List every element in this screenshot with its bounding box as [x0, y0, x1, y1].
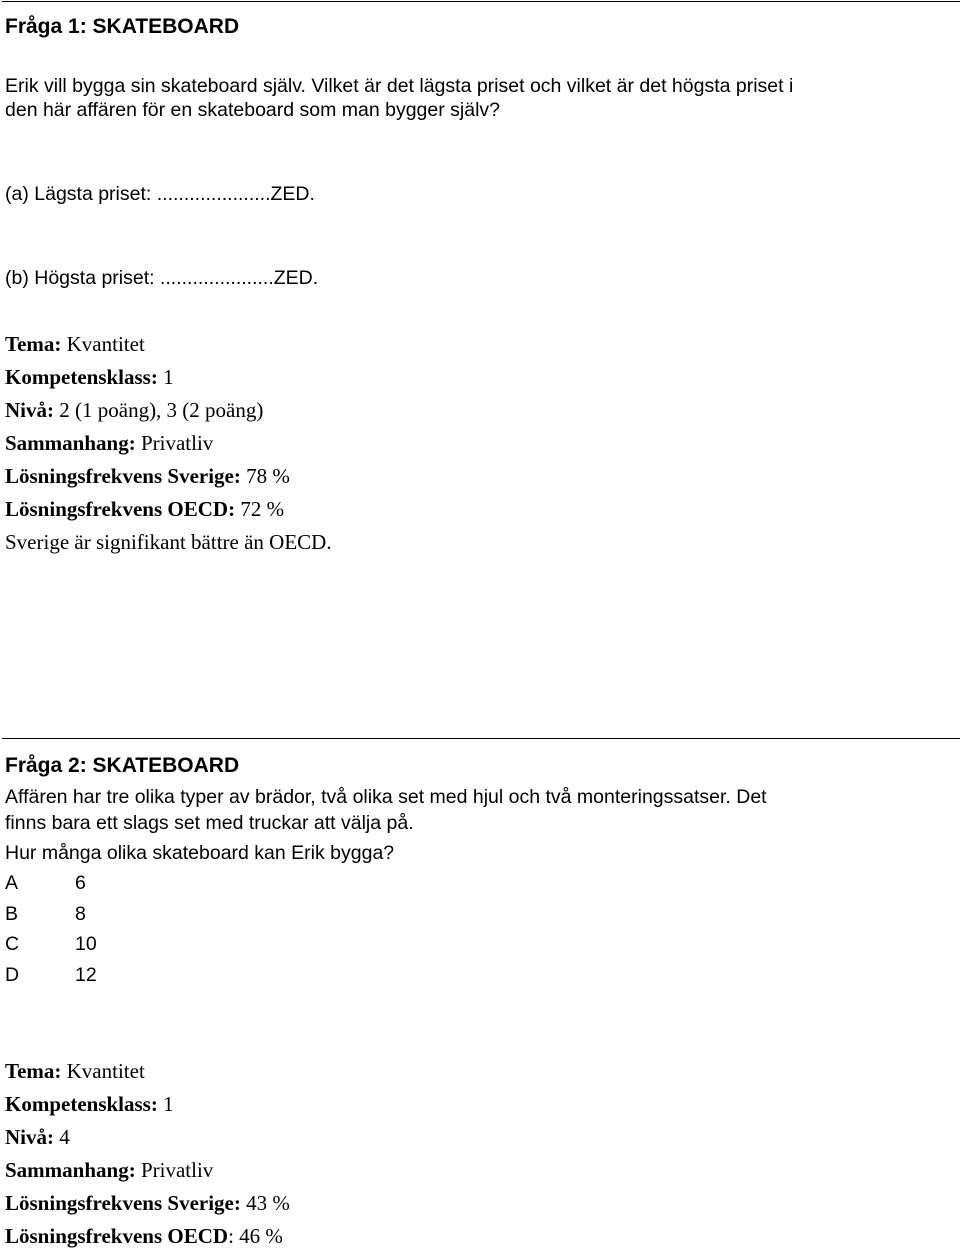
q1-sammanhang-value: Privatliv — [135, 431, 214, 455]
q1-losningsfrekvens-oecd — [5, 499, 284, 520]
option-value: 8 — [75, 903, 86, 925]
q2-kompetensklass-value: 1 — [157, 1092, 174, 1116]
option-value: 6 — [75, 872, 86, 894]
q1-niva-label: Nivå: — [5, 398, 54, 422]
q1-oecd-value: 72 % — [235, 497, 285, 521]
q2-oecd-label: Lösningsfrekvens OECD — [5, 1224, 229, 1248]
option-value: 10 — [75, 933, 97, 955]
q2-option-d — [5, 966, 97, 986]
q1-tema-value: Kvantitet — [61, 332, 145, 356]
q1-answer-b: (b) Högsta priset: .....................ZED. — [5, 267, 319, 289]
q1-oecd-label: Lösningsfrekvens OECD: — [5, 497, 236, 521]
q2-niva — [5, 1127, 70, 1148]
q2-tema-label: Tema: — [5, 1059, 62, 1083]
q1-sammanhang — [5, 433, 213, 454]
q1-text-line-2: den här affären för en skateboard som man bygger själv? — [5, 99, 501, 121]
option-letter: B — [5, 903, 19, 925]
top-divider — [2, 1, 960, 2]
q1-losningsfrekvens-sverige — [5, 466, 290, 487]
q2-kompetensklass — [5, 1094, 174, 1115]
q2-niva-label: Nivå: — [5, 1125, 54, 1149]
q1-sverige-value: 78 % — [240, 464, 290, 488]
q1-title: Fråga 1: SKATEBOARD — [5, 15, 240, 38]
q1-niva-value: 2 (1 poäng), 3 (2 poäng) — [54, 398, 264, 422]
q2-question: Hur många olika skateboard kan Erik bygga? — [5, 842, 395, 864]
q1-kompetensklass — [5, 367, 174, 388]
q2-sammanhang-value: Privatliv — [135, 1158, 214, 1182]
option-letter: C — [5, 933, 20, 955]
q2-text-line-1: Affären har tre olika typer av brädor, två olika set med hjul och två monteringssatser. Det — [5, 786, 767, 808]
q1-note: Sverige är signifikant bättre än OECD. — [5, 530, 332, 554]
q2-sverige-label: Lösningsfrekvens Sverige: — [5, 1191, 241, 1215]
q1-answer-a: (a) Lägsta priset: .....................ZED. — [5, 183, 315, 205]
option-letter: D — [5, 964, 20, 986]
q1-sverige-label: Lösningsfrekvens Sverige: — [5, 464, 241, 488]
q2-tema-value: Kvantitet — [61, 1059, 145, 1083]
q2-option-a — [5, 874, 86, 894]
q2-option-c — [5, 935, 97, 955]
q1-kompetensklass-value: 1 — [157, 365, 174, 389]
q2-niva-value: 4 — [54, 1125, 70, 1149]
q1-kompetensklass-label: Kompetensklass: — [5, 365, 158, 389]
option-value: 12 — [75, 964, 97, 986]
q1-tema — [5, 334, 145, 355]
q2-losningsfrekvens-sverige — [5, 1193, 290, 1214]
q2-oecd-value: : 46 % — [228, 1224, 283, 1248]
q2-text-line-2: finns bara ett slags set med truckar att välja på. — [5, 812, 414, 834]
q1-tema-label: Tema: — [5, 332, 62, 356]
section-divider — [2, 738, 960, 739]
q2-option-b — [5, 905, 86, 925]
option-letter: A — [5, 872, 19, 894]
q2-title: Fråga 2: SKATEBOARD — [5, 754, 240, 777]
q1-sammanhang-label: Sammanhang: — [5, 431, 136, 455]
q2-sammanhang-label: Sammanhang: — [5, 1158, 136, 1182]
q2-sverige-value: 43 % — [240, 1191, 290, 1215]
q2-losningsfrekvens-oecd — [5, 1226, 283, 1247]
q2-sammanhang — [5, 1160, 213, 1181]
q2-tema — [5, 1061, 145, 1082]
q1-text-line-1: Erik vill bygga sin skateboard själv. Vilket är det lägsta priset och vilket är det högsta priset i — [5, 75, 794, 97]
q2-kompetensklass-label: Kompetensklass: — [5, 1092, 158, 1116]
q1-niva — [5, 400, 263, 421]
